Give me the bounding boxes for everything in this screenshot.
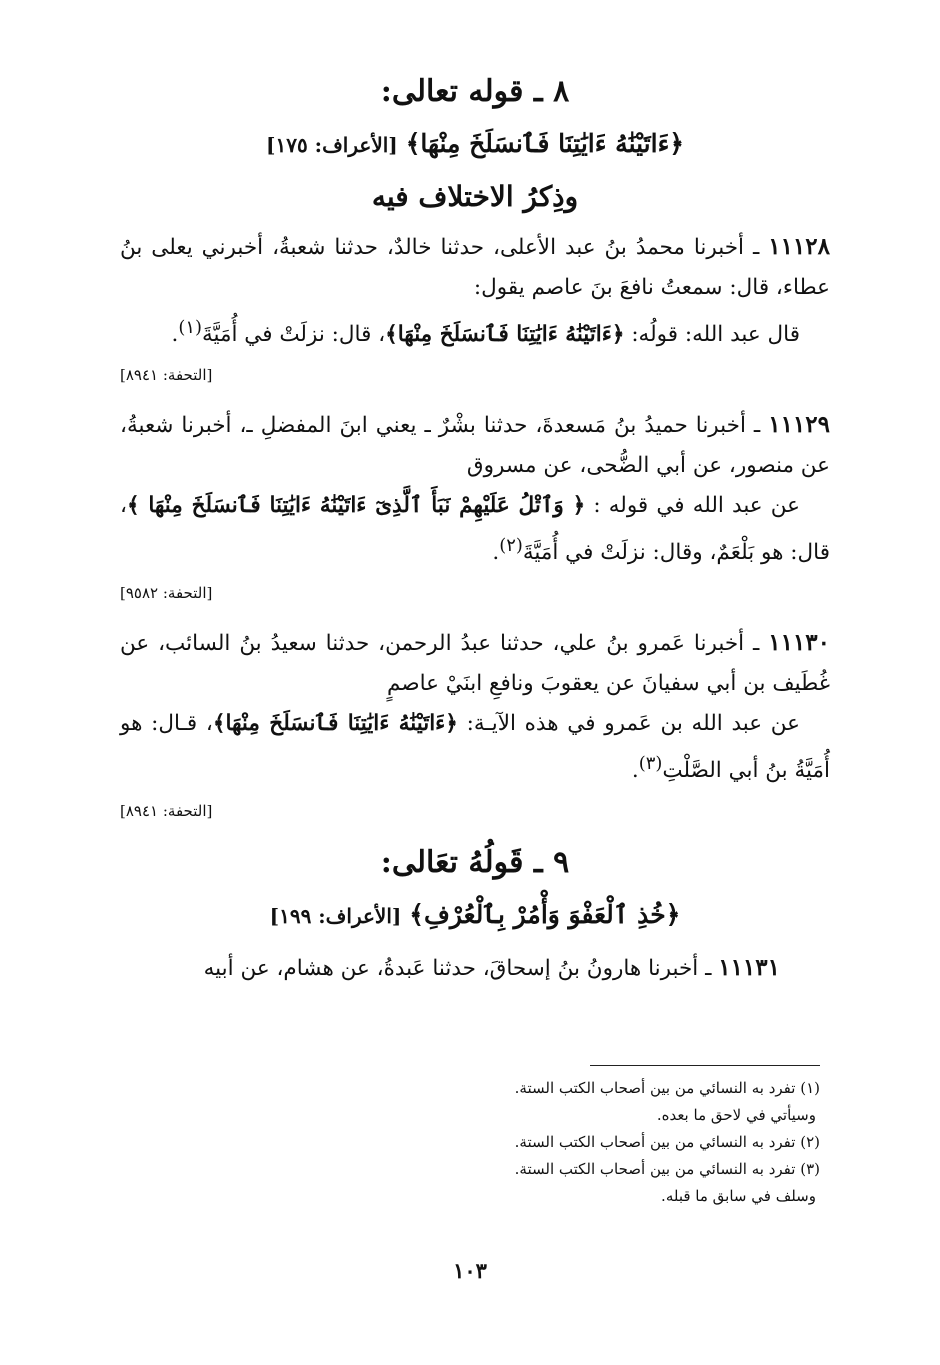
page-number: ١٠٣: [453, 1258, 487, 1283]
section-8-heading: ٨ ـ قوله تعالى:: [380, 74, 570, 109]
matn-before: قال عبد الله: قولُه:: [631, 322, 800, 348]
section-8-verse: ﴿ءَاتَيْنَٰهُ ءَايَٰتِنَا فَٱنسَلَخَ مِنْهَا﴾: [405, 129, 684, 158]
section-8-sub-heading: وذِكرُ الاختلاف فيه: [371, 180, 579, 213]
matn-after: ، قـال: هو أُمَيَّةُ بنُ أبي الصَّلْتِ: [120, 711, 830, 784]
page-body: [120, 70, 830, 989]
hadith-11129-isnad: [120, 405, 830, 486]
footnote-1: (١) تفرد به النسائي من بين أصحاب الكتب الستة.: [514, 1079, 820, 1097]
tuhfa-11129: [التحفة: ٩٥٨٢]: [120, 584, 213, 603]
footnote-2: (٢) تفرد به النسائي من بين أصحاب الكتب الستة.: [514, 1133, 820, 1151]
hadith-11130-matn: عن عبد الله بن عَمرو في هذه الآيـة: ﴿ءَاتَيْنَٰهُ ءَايَٰتِنَا فَٱنسَلَخَ مِنْهَا﴾، قـال: هو أُمَيَّةُ بنُ أبي الصَّلْتِ$^{(٣)}$.: [120, 711, 830, 784]
hadith-11128-matn: قال عبد الله: قولُه: ﴿ءَاتَيْنَٰهُ ءَايَٰتِنَا فَٱنسَلَخَ مِنْهَا﴾، قال: نزلَتْ في أُمَيَّةَ$^{(١)}$.: [171, 317, 800, 348]
tuhfa-11128: [التحفة: ٨٩٤١]: [120, 366, 213, 385]
footnotes: [360, 1075, 820, 1210]
matn-before: عن عبد الله بن عَمرو في هذه الآيـة:: [466, 711, 800, 737]
section-9-verse-line: [120, 895, 830, 936]
hadith-11130-isnad: [120, 623, 830, 704]
footnote-mark: (٢): [499, 535, 523, 557]
hadith-isnad-text: ـ أخبرنا محمدُ بنُ عبد الأعلى، حدثنا خالدٌ، حدثنا شعبةُ، أخبرني يعلى بنُ عطاء، قال: سمعتُ نافعَ بنَ عاصم يقول:: [120, 235, 830, 300]
hadith-number: ١١١٣١: [718, 954, 780, 982]
section-9-verse: ﴿خُذِ ٱلْعَفْوَ وَأْمُرْ بِٱلْعُرْفِ﴾: [409, 900, 681, 930]
section-9-verse-ref: [الأعراف: ١٩٩]: [269, 904, 402, 929]
footnote-divider: [590, 1065, 820, 1066]
tuhfa-reference: [120, 581, 830, 605]
section-8-verse-ref: [الأعراف: ١٧٥]: [266, 133, 398, 157]
matn-verse: ﴿ءَاتَيْنَٰهُ ءَايَٰتِنَا فَٱنسَلَخَ مِنْهَا﴾: [385, 322, 625, 348]
footnote-3-continuation: وسلف في سابق ما قبله.: [661, 1187, 816, 1205]
hadith-number: ١١١٢٩: [768, 411, 830, 439]
matn-verse: ﴿ وَٱتْلُ عَلَيْهِمْ نَبَأَ ٱلَّذِىٓ ءَاتَيْنَٰهُ ءَايَٰتِنَا فَٱنسَلَخَ مِنْهَا ﴾: [126, 493, 586, 519]
section-9-heading: ٩ ـ قَولُهُ تعَالى:: [380, 845, 570, 881]
footnote-3: (٣) تفرد به النسائي من بين أصحاب الكتب الستة.: [514, 1160, 820, 1178]
matn-after: ، قال: نزلَتْ في أُمَيَّةَ: [201, 322, 386, 348]
footnote-mark: (٣): [638, 753, 663, 775]
hadith-isnad-text: ـ أخبرنا هارونُ بنُ إسحاقَ، حدثنا عَبدةُ، عن هشام، عن أبيه: [203, 956, 712, 982]
hadith-number: ١١١٣٠: [768, 629, 830, 657]
matn-after: ، قال: هو بَلْعَمٌ، وقال: نزلَتْ في أُمَيَّةَ: [120, 493, 830, 566]
hadith-isnad-text: ـ أخبرنا عَمرو بنُ علي، حدثنا عبدُ الرحمن، حدثنا سعيدُ بنُ السائب، عن غُطَيف بن أبي سفيانَ عن يعقوبَ ونافعِ ابنَيْ عاصمٍ: [120, 631, 830, 697]
tuhfa-11130: [التحفة: ٨٩٤١]: [120, 802, 213, 821]
footnote-mark: (١): [178, 317, 202, 338]
section-8-verse-line: [120, 124, 830, 165]
tuhfa-reference: [120, 363, 830, 387]
hadith-number: ١١١٢٨: [768, 233, 830, 260]
hadith-isnad-text: ـ أخبرنا حميدُ بنُ مَسعدةَ، حدثنا بشْرٌ ـ يعني ابنَ المفضلِ ـ، أخبرنا شعبةُ، عن منصور، عن أبي الضُّحى، عن مسروق: [120, 413, 830, 479]
footnote-1-continuation: وسيأتي في لاحق ما بعده.: [656, 1106, 816, 1124]
hadith-11131-isnad: [120, 948, 830, 989]
matn-verse: ﴿ءَاتَيْنَٰهُ ءَايَٰتِنَا فَٱنسَلَخَ مِنْهَا﴾: [212, 711, 458, 737]
hadith-11128-isnad: [120, 227, 830, 308]
tuhfa-reference: [120, 799, 830, 823]
hadith-11129-matn: عن عبد الله في قوله : ﴿ وَٱتْلُ عَلَيْهِمْ نَبَأَ ٱلَّذِىٓ ءَاتَيْنَٰهُ ءَايَٰتِنَا فَٱنسَلَخَ مِنْهَا ﴾، قال: هو بَلْعَمٌ، وقال: نزلَتْ في أُمَيَّةَ$^{(٢)}$.: [120, 493, 830, 566]
matn-before: عن عبد الله في قوله :: [593, 493, 800, 519]
